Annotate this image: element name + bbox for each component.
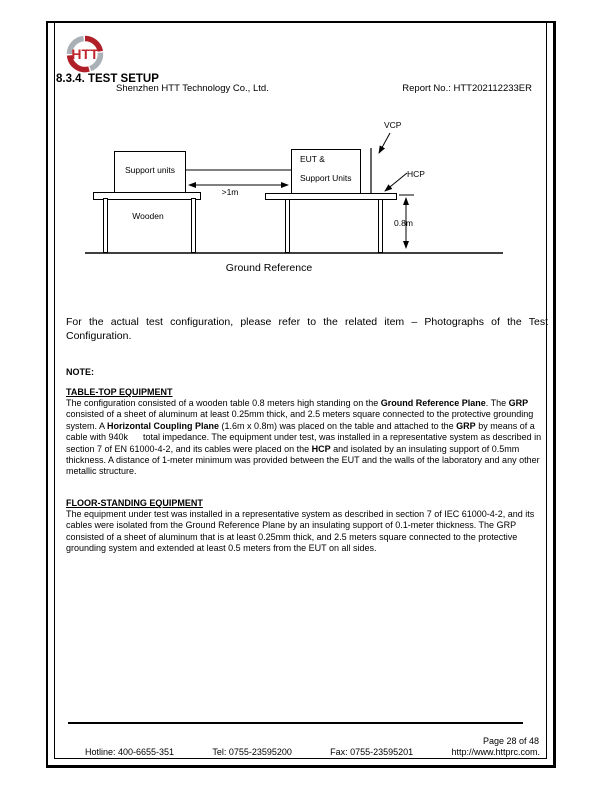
company-name: Shenzhen HTT Technology Co., Ltd.	[116, 83, 269, 94]
footer-divider	[68, 722, 523, 724]
right-table-leg-2	[378, 199, 383, 253]
hotline-text: Hotline: 400-6655-351	[85, 747, 175, 757]
eut-label-line2: Support Units	[300, 173, 352, 183]
vcp-pointer-arrow	[379, 133, 390, 153]
hcp-label: HCP	[407, 169, 425, 179]
support-units-box	[114, 151, 186, 193]
note-label: NOTE:	[66, 367, 94, 377]
floor-standing-equipment-heading: FLOOR-STANDING EQUIPMENT	[66, 498, 203, 508]
hcp-pointer-arrow	[385, 173, 407, 191]
height-label: 0.8m	[394, 218, 413, 228]
report-number: Report No.: HTT202112233ER	[402, 83, 532, 94]
left-table-top	[93, 192, 201, 200]
tel-text: Tel: 0755-23595200	[212, 747, 292, 757]
vcp-label: VCP	[384, 120, 402, 130]
logo-text: HTT	[71, 46, 99, 62]
left-table-leg-1	[103, 198, 108, 253]
fax-text: Fax: 0755-23595201	[330, 747, 414, 757]
distance-label: >1m	[221, 187, 239, 197]
left-table-leg-2	[191, 198, 196, 253]
floor-standing-equipment-paragraph: The equipment under test was installed in a representative system as described in section 7 of IEC 61000-4-2, and its cables were isolated from the Ground Reference Plane by an insulating support of 0.1-meter thickness. The GRP consisted of a sheet of aluminum that is at least 0.25mm thick, and 2.5 meters square connected to the protective grounding system and extended at least 0.5 meters from the EUT on all sides.	[66, 509, 535, 554]
page-number: Page 28 of 48	[482, 736, 539, 746]
right-table-leg-1	[285, 199, 290, 253]
eut-label-line1: EUT &	[300, 154, 325, 164]
ground-reference-label: Ground Reference	[225, 262, 313, 274]
intro-paragraph: For the actual test configuration, please refer to the related item – Photographs of the Test Configuration.	[66, 316, 548, 342]
table-top-equipment-paragraph: The configuration consisted of a wooden table 0.8 meters high standing on the Ground Reference Plane. The GRP consisted of a sheet of aluminum at least 0.25mm thick, and 2.5 meters square connected to the protective grounding system. A Horizontal Coupling Plane (1.6m x 0.8m) was placed on the table and attached to the GRP by means of a cable with 940k total impedance. The equipment under test, was installed in a representative system as described in section 7 of EN 61000-4-2, and its cables were placed on the HCP and isolated by an insulating support of 0.5mm thickness. A distance of 1-meter minimum was provided between the EUT and the walls of the laboratory and any other metallic structure.	[66, 398, 542, 477]
document-page	[46, 21, 556, 768]
htt-logo-icon	[62, 29, 108, 75]
table-top-equipment-heading: TABLE-TOP EQUIPMENT	[66, 387, 173, 397]
website-text: http://www.httprc.com.	[451, 747, 540, 757]
section-title: 8.3.4. TEST SETUP	[56, 73, 159, 85]
eut-box	[291, 149, 361, 194]
footer-contacts	[85, 747, 540, 757]
wooden-label: Wooden	[132, 211, 164, 221]
support-units-label: Support units	[124, 165, 176, 175]
